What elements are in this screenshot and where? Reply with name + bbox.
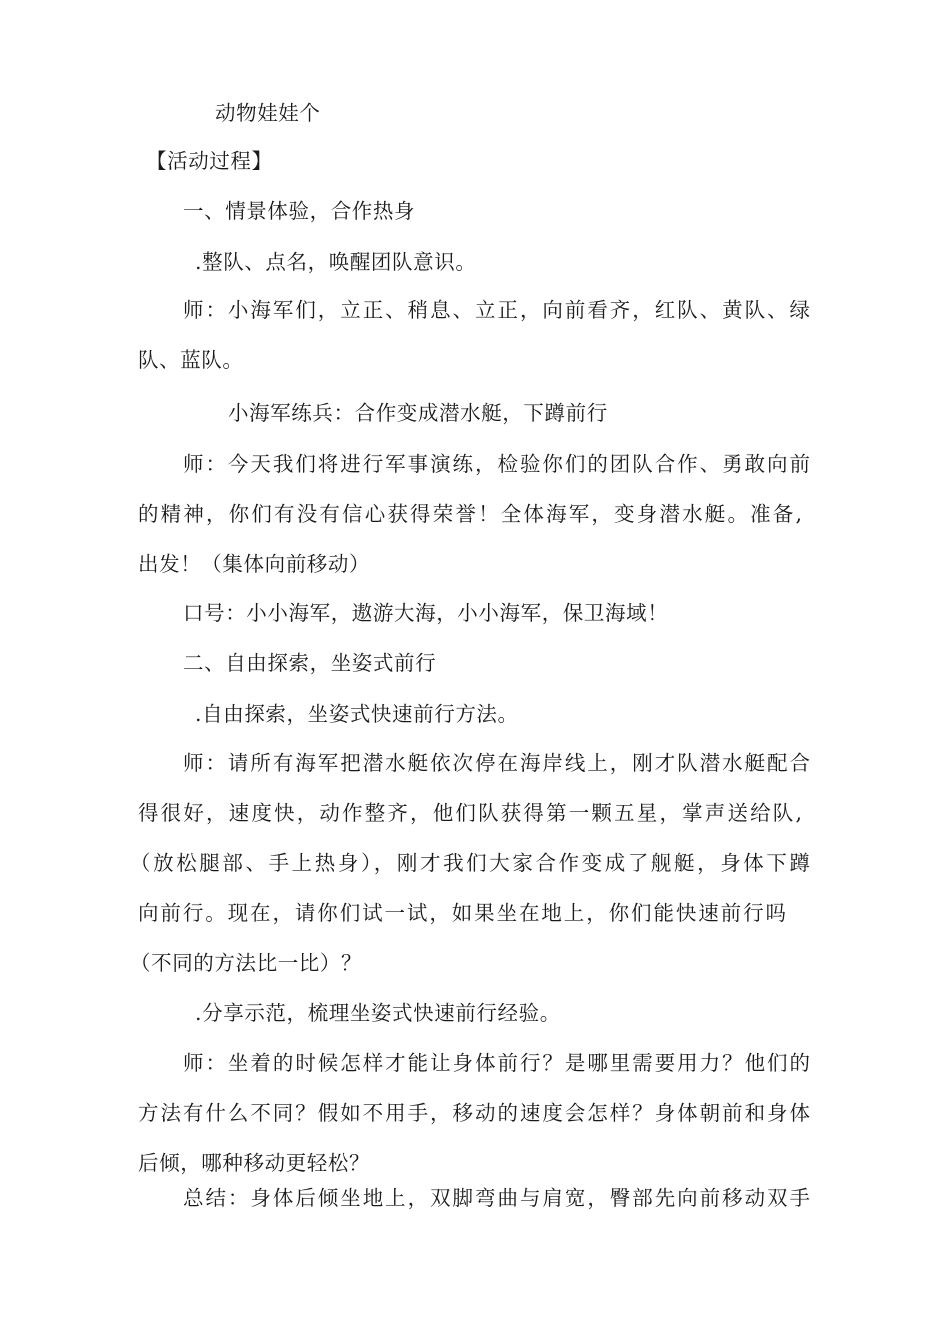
para1-line1: 师：小海军们，立正、稍息、立正，向前看齐，红队、黄队、绿: [183, 298, 810, 322]
section-heading: 【活动过程】: [146, 149, 273, 173]
para2-line1: 师：今天我们将进行军事演练，检验你们的团队合作、勇敢向前: [183, 452, 810, 476]
para4-line3: 后倾，哪种移动更轻松？: [138, 1151, 371, 1175]
para2-line2: 的精神，你们有没有信心获得荣誉！全体海军，变身潜水艇。准备,: [138, 502, 802, 526]
item-1: .整队、点名，唤醒团队意识。: [195, 250, 477, 274]
para3-line2: 得很好，速度快，动作整齐，他们队获得第一颗五星，掌声送给队,: [138, 801, 802, 825]
slogan: 口号：小小海军，遨游大海，小小海军，保卫海域！: [183, 601, 669, 625]
para1-line2: 队、蓝队。: [138, 348, 244, 372]
item-3: .分享示范，梳理坐姿式快速前行经验。: [195, 1001, 561, 1025]
para3-line3: （放松腿部、手上热身），刚才我们大家合作变成了舰艇，身体下蹲: [130, 851, 810, 875]
doc-title: 动物娃娃个: [215, 101, 321, 125]
part2-heading: 二、自由探索，坐姿式前行: [183, 651, 437, 675]
para4-line1: 师：坐着的时候怎样才能让身体前行？是哪里需要用力？他们的: [183, 1051, 810, 1075]
para2-line3: 出发！（集体向前移动）: [138, 552, 371, 576]
part1-heading: 一、情景体验，合作热身: [183, 199, 416, 223]
para5-line1: 总结：身体后倾坐地上，双脚弯曲与肩宽，臀部先向前移动双手: [183, 1186, 810, 1210]
para3-line5: （不同的方法比一比）？: [130, 951, 363, 975]
para4-line2: 方法有什么不同？假如不用手，移动的速度会怎样？身体朝前和身体: [138, 1101, 810, 1125]
para3-line4: 向前行。现在，请你们试一试，如果坐在地上，你们能快速前行吗: [138, 901, 786, 925]
para3-line1: 师：请所有海军把潜水艇依次停在海岸线上，刚才队潜水艇配合: [183, 751, 810, 775]
item-2: .自由探索，坐姿式快速前行方法。: [195, 702, 519, 726]
subheading-1: 小海军练兵：合作变成潜水艇，下蹲前行: [228, 401, 608, 425]
